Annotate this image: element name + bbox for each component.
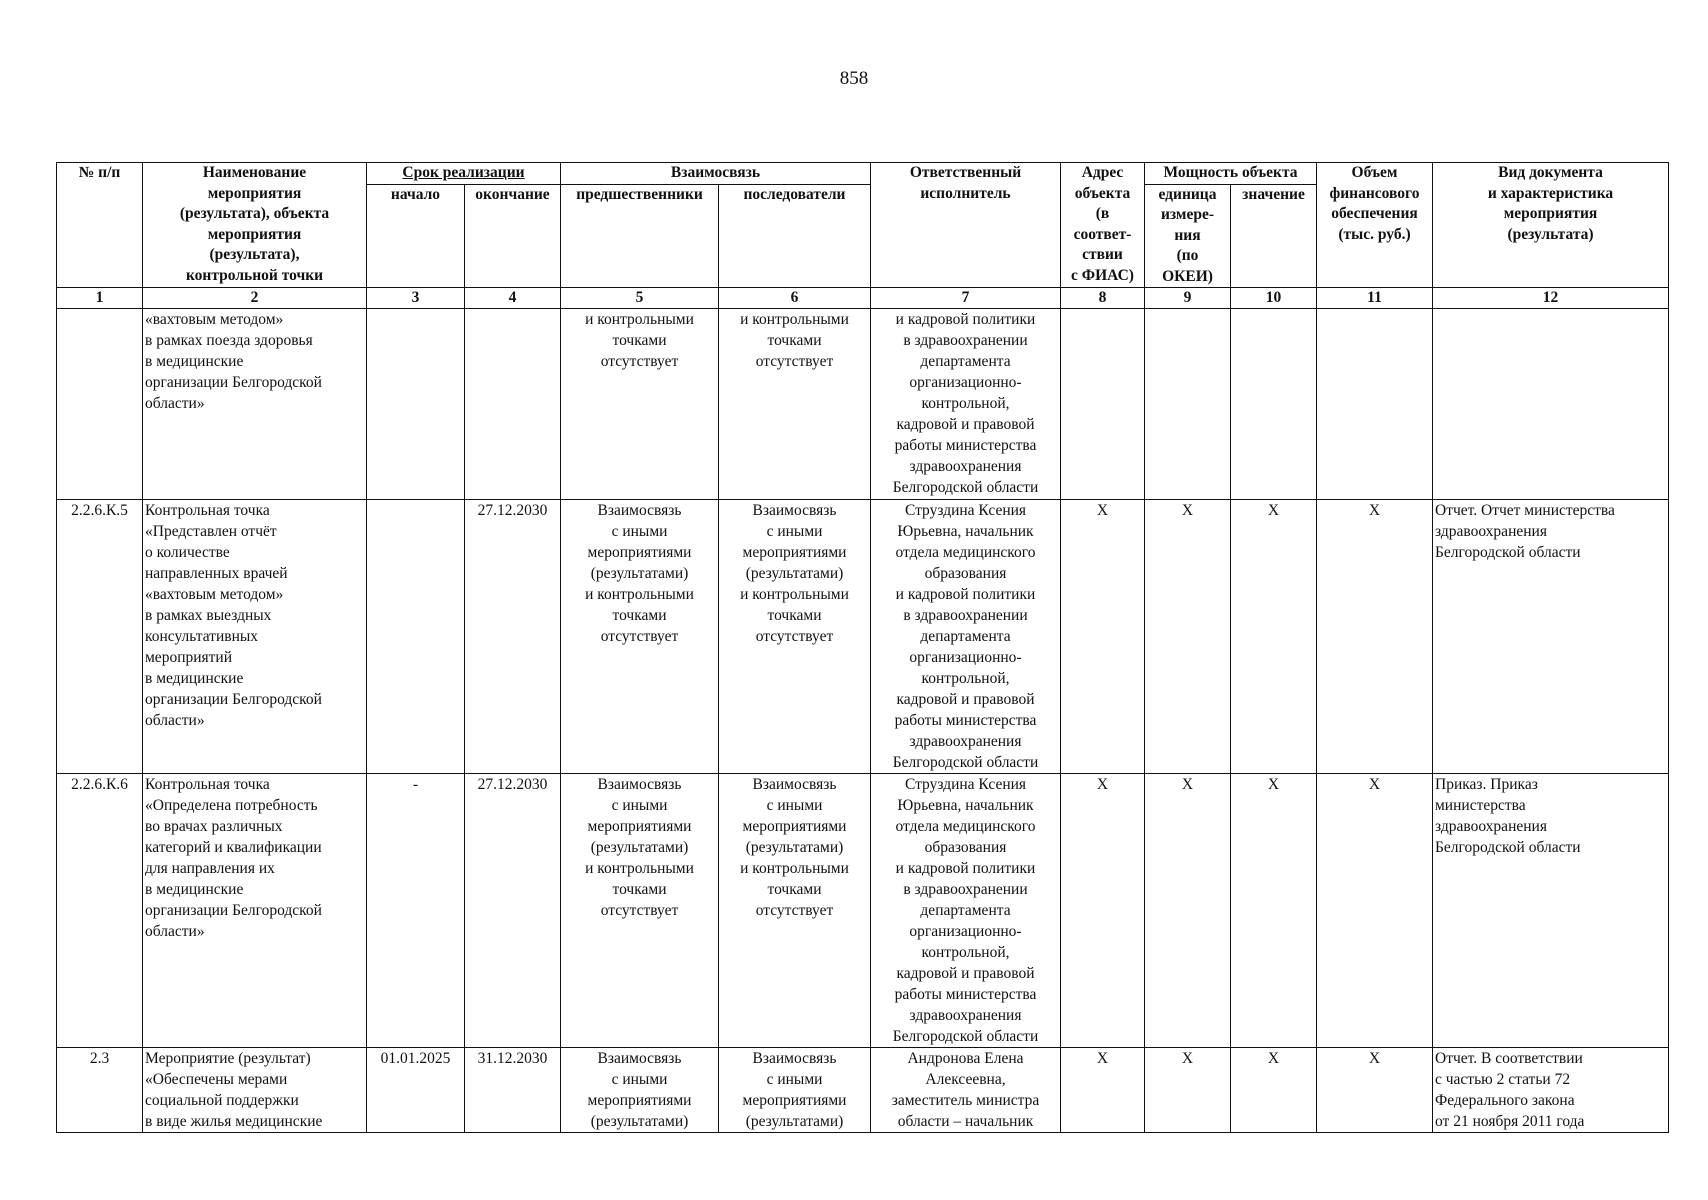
header-term-group xyxy=(367,163,561,185)
cell-end: 31.12.2030 xyxy=(465,1048,561,1133)
cell-prev: и контрольными точками отсутствует xyxy=(561,309,719,500)
table-header xyxy=(57,163,1669,309)
cell-start xyxy=(367,309,465,500)
header-term-start: начало xyxy=(367,184,465,288)
header-link-prev: предшественники xyxy=(561,184,719,288)
plan-table xyxy=(56,162,1669,1133)
cell-end xyxy=(465,309,561,500)
page-number: 858 xyxy=(839,68,869,89)
cell-value xyxy=(1231,309,1317,500)
header-term-end: окончание xyxy=(465,184,561,288)
cell-start: 01.01.2025 xyxy=(367,1048,465,1133)
cell-num xyxy=(57,309,143,500)
column-number: 11 xyxy=(1317,288,1433,309)
cell-end: 27.12.2030 xyxy=(465,774,561,1048)
header-capacity-unit: единица измере- ния (по ОКЕИ) xyxy=(1145,184,1231,288)
header-link-next: последователи xyxy=(719,184,871,288)
cell-end: 27.12.2030 xyxy=(465,500,561,774)
table-row xyxy=(57,309,1669,500)
column-number: 9 xyxy=(1145,288,1231,309)
cell-next: Взаимосвязь с иными мероприятиями (результатами) и контрольными точками отсутствует xyxy=(719,774,871,1048)
table-row xyxy=(57,774,1669,1048)
header-name: Наименование мероприятия (результата), объекта мероприятия (результата), контрольной точки xyxy=(143,163,367,288)
cell-prev: Взаимосвязь с иными мероприятиями (результатами) xyxy=(561,1048,719,1133)
column-number: 10 xyxy=(1231,288,1317,309)
table-row xyxy=(57,1048,1669,1133)
cell-name: Мероприятие (результат) «Обеспечены мерами социальной поддержки в виде жилья медицинские xyxy=(143,1048,367,1133)
cell-value: X xyxy=(1231,1048,1317,1133)
column-number: 8 xyxy=(1061,288,1145,309)
cell-responsible: и кадровой политики в здравоохранении департамента организационно- контрольной, кадровой и правовой работы министерства здравоохранения Белгородской области xyxy=(871,309,1061,500)
cell-next: Взаимосвязь с иными мероприятиями (результатами) xyxy=(719,1048,871,1133)
cell-value: X xyxy=(1231,774,1317,1048)
cell-finance xyxy=(1317,309,1433,500)
cell-start xyxy=(367,500,465,774)
cell-finance: X xyxy=(1317,1048,1433,1133)
header-num: № п/п xyxy=(57,163,143,288)
cell-address xyxy=(1061,309,1145,500)
cell-prev: Взаимосвязь с иными мероприятиями (результатами) и контрольными точками отсутствует xyxy=(561,500,719,774)
cell-num: 2.2.6.К.6 xyxy=(57,774,143,1048)
column-number: 2 xyxy=(143,288,367,309)
header-link-group: Взаимосвязь xyxy=(561,163,871,185)
cell-address: X xyxy=(1061,1048,1145,1133)
cell-value: X xyxy=(1231,500,1317,774)
header-responsible: Ответственный исполнитель xyxy=(871,163,1061,288)
header-address: Адрес объекта (в соответ- ствии с ФИАС) xyxy=(1061,163,1145,288)
cell-finance: X xyxy=(1317,500,1433,774)
cell-next: и контрольными точками отсутствует xyxy=(719,309,871,500)
cell-name: Контрольная точка «Представлен отчёт о количестве направленных врачей «вахтовым методом» в рамках выездных консультативных мероприятий в медицинские организации Белгородской области» xyxy=(143,500,367,774)
header-capacity-group: Мощность объекта xyxy=(1145,163,1317,185)
table-row xyxy=(57,500,1669,774)
cell-address: X xyxy=(1061,774,1145,1048)
cell-responsible: Струздина Ксения Юрьевна, начальник отдела медицинского образования и кадровой политики в здравоохранении департамента организационно- контрольной, кадровой и правовой работы министерства здравоохранения Белгородской области xyxy=(871,500,1061,774)
cell-document: Отчет. В соответствии с частью 2 статьи 72 Федерального закона от 21 ноября 2011 года xyxy=(1433,1048,1669,1133)
cell-start: - xyxy=(367,774,465,1048)
table-body xyxy=(57,309,1669,1133)
cell-document xyxy=(1433,309,1669,500)
cell-responsible: Андронова Елена Алексеевна, заместитель министра области – начальник xyxy=(871,1048,1061,1133)
cell-unit: X xyxy=(1145,774,1231,1048)
cell-document: Отчет. Отчет министерства здравоохранения Белгородской области xyxy=(1433,500,1669,774)
cell-name: «вахтовым методом» в рамках поезда здоровья в медицинские организации Белгородской области» xyxy=(143,309,367,500)
cell-next: Взаимосвязь с иными мероприятиями (результатами) и контрольными точками отсутствует xyxy=(719,500,871,774)
column-number: 3 xyxy=(367,288,465,309)
cell-address: X xyxy=(1061,500,1145,774)
header-term-group-label: Срок реализации xyxy=(402,164,525,181)
cell-document: Приказ. Приказ министерства здравоохранения Белгородской области xyxy=(1433,774,1669,1048)
header-finance: Объем финансового обеспечения (тыс. руб.) xyxy=(1317,163,1433,288)
column-number: 12 xyxy=(1433,288,1669,309)
cell-unit: X xyxy=(1145,500,1231,774)
column-number: 1 xyxy=(57,288,143,309)
cell-name: Контрольная точка «Определена потребность во врачах различных категорий и квалификации для направления их в медицинские организации Белгородской области» xyxy=(143,774,367,1048)
column-number-row xyxy=(57,288,1669,309)
cell-responsible: Струздина Ксения Юрьевна, начальник отдела медицинского образования и кадровой политики в здравоохранении департамента организационно- контрольной, кадровой и правовой работы министерства здравоохранения Белгородской области xyxy=(871,774,1061,1048)
column-number: 6 xyxy=(719,288,871,309)
column-number: 7 xyxy=(871,288,1061,309)
cell-num: 2.2.6.К.5 xyxy=(57,500,143,774)
cell-prev: Взаимосвязь с иными мероприятиями (результатами) и контрольными точками отсутствует xyxy=(561,774,719,1048)
header-capacity-value: значение xyxy=(1231,184,1317,288)
column-number: 5 xyxy=(561,288,719,309)
cell-unit xyxy=(1145,309,1231,500)
column-number: 4 xyxy=(465,288,561,309)
cell-finance: X xyxy=(1317,774,1433,1048)
cell-num: 2.3 xyxy=(57,1048,143,1133)
cell-unit: X xyxy=(1145,1048,1231,1133)
header-document: Вид документа и характеристика мероприятия (результата) xyxy=(1433,163,1669,288)
